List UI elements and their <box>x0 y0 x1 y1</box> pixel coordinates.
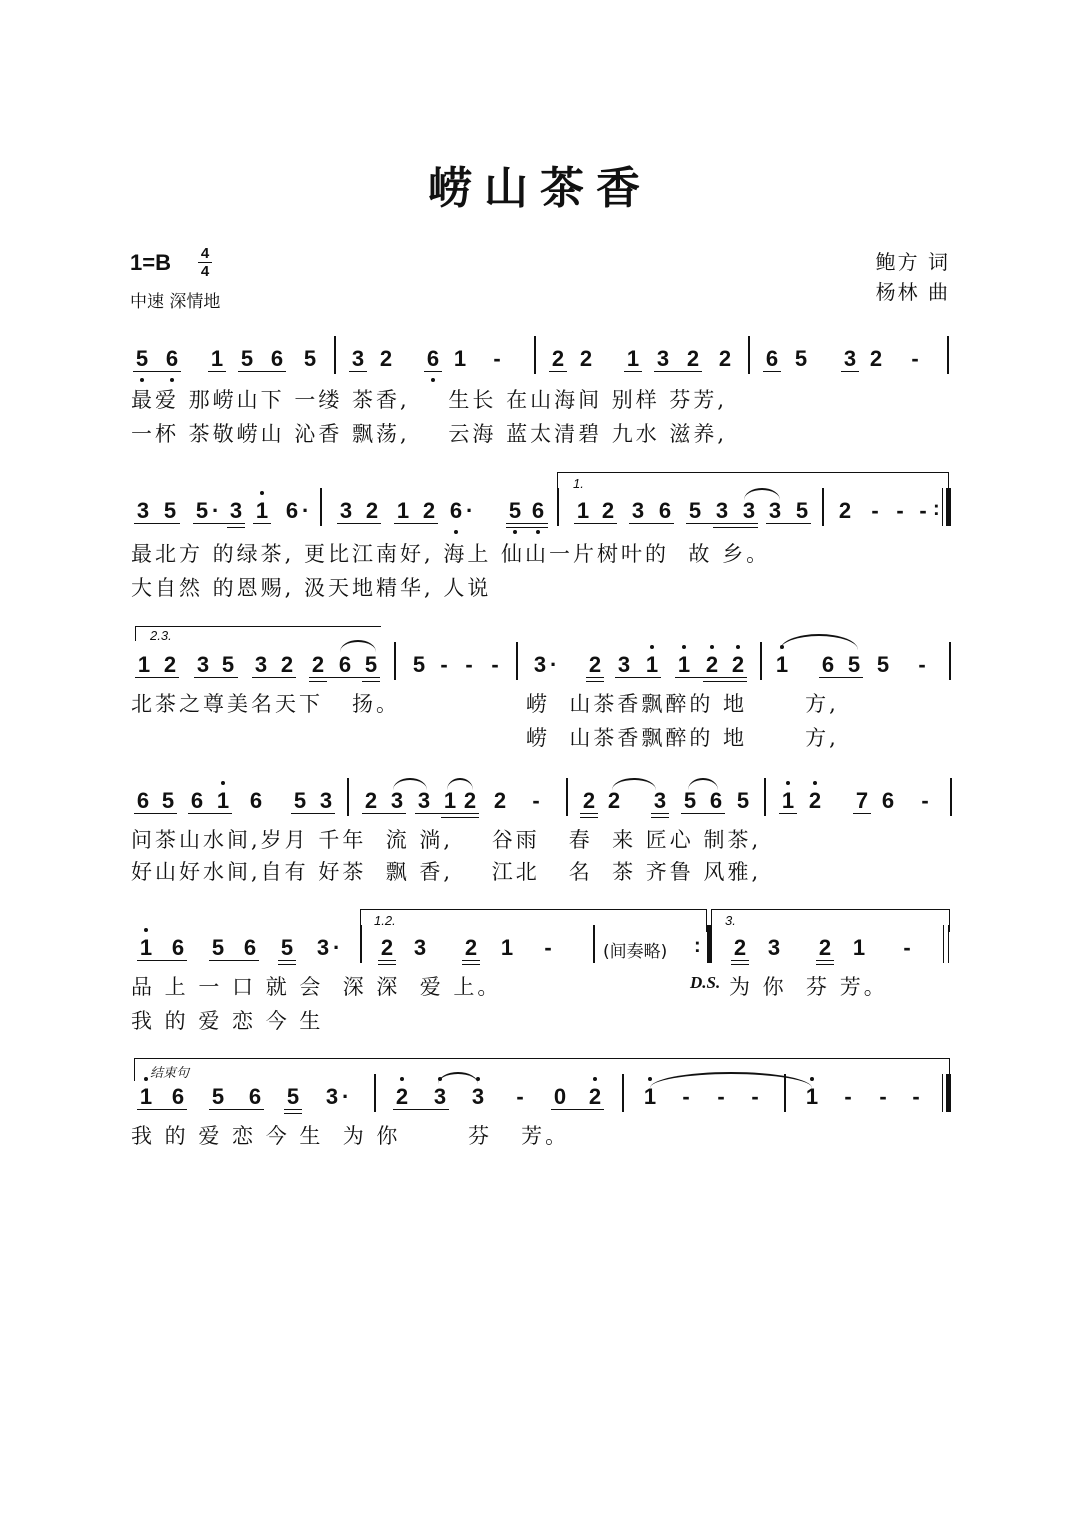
augmentation-dot: · <box>333 935 341 960</box>
note: - <box>911 346 919 371</box>
note: 5 <box>683 788 697 813</box>
note: 6 <box>136 788 150 813</box>
note: 3 <box>617 652 631 677</box>
note: 6 <box>423 346 443 372</box>
note: 3 <box>319 788 333 813</box>
note: 3 <box>339 498 353 523</box>
beam <box>134 813 177 814</box>
note: 1 <box>500 935 514 960</box>
note: 5 <box>132 346 152 372</box>
note: 3 <box>351 346 365 371</box>
note: - <box>516 1084 524 1109</box>
beam <box>629 523 674 524</box>
note: 1 <box>443 788 457 813</box>
note: 2 <box>493 788 507 813</box>
barline <box>942 488 943 526</box>
beam <box>713 527 758 528</box>
note: 3 <box>417 788 431 813</box>
note: 2 <box>869 346 883 371</box>
volta-label: 1.2. <box>374 913 396 928</box>
note: 5 <box>163 498 177 523</box>
barline <box>334 336 336 374</box>
beam <box>252 677 296 678</box>
beam <box>580 813 598 814</box>
beam <box>378 960 396 961</box>
lyric-line-1b: 崂 山茶香飘醉的 地 方, <box>526 692 839 716</box>
note: 5 <box>505 498 525 524</box>
note: 3 <box>533 652 547 677</box>
note: 5 <box>211 1084 225 1109</box>
beam <box>731 960 749 961</box>
note: 6 <box>249 788 263 813</box>
beam <box>209 960 259 961</box>
beam <box>394 523 438 524</box>
note: 1 <box>778 788 798 814</box>
note: 1 <box>453 346 467 371</box>
augmentation-dot: · <box>342 1084 350 1109</box>
note: 1 <box>252 498 272 524</box>
note: 5 <box>303 346 317 371</box>
barline <box>534 336 536 374</box>
barline <box>950 778 952 816</box>
beam <box>586 681 604 682</box>
note: 3 <box>767 935 781 960</box>
barline <box>593 925 595 963</box>
note: 6 <box>190 788 204 813</box>
barline <box>822 488 824 526</box>
augmentation-dot: · <box>302 498 310 523</box>
beam <box>415 813 479 814</box>
beam <box>309 677 380 678</box>
beam <box>253 523 271 524</box>
lyric-line-2: 大自然 的恩赐, 汲天地精华, 人说 <box>131 576 492 600</box>
note: - <box>879 1084 887 1109</box>
repeat-sign: : <box>694 935 701 957</box>
barline <box>760 642 762 680</box>
beam <box>651 813 669 814</box>
beam <box>134 523 180 524</box>
note: 3 <box>653 788 667 813</box>
beam <box>506 527 548 528</box>
beam <box>551 1109 604 1110</box>
note: 3 <box>229 498 243 523</box>
note: 2 <box>585 1084 605 1110</box>
barline <box>784 1074 786 1112</box>
slur <box>340 640 376 652</box>
note: 6 <box>658 498 672 523</box>
note: 5 <box>221 652 235 677</box>
note: 3 <box>413 935 427 960</box>
note: 2 <box>464 935 478 960</box>
beam <box>651 817 669 818</box>
note: 1 <box>626 346 640 371</box>
note: 5 <box>847 652 861 677</box>
interlude-note: (间奏略) <box>603 942 668 962</box>
note: 6 <box>338 652 352 677</box>
note: 3 <box>254 652 268 677</box>
time-signature-top: 4 <box>200 245 210 262</box>
note: - <box>896 498 904 523</box>
note: 2 <box>365 498 379 523</box>
note: 6 <box>171 935 185 960</box>
barline <box>394 642 396 680</box>
lyric-line-2: 一杯 茶敬崂山 沁香 飘荡, 云海 蓝太清碧 九水 滋养, <box>131 422 728 446</box>
note: 1 <box>576 498 590 523</box>
beam <box>424 371 442 372</box>
augmentation-dot: · <box>466 498 474 523</box>
beam <box>686 523 758 524</box>
note: 1 <box>210 346 224 371</box>
lyric-line-1: 品 上 一 口 就 会 深 深 爱 上。 <box>131 975 502 999</box>
time-signature-bottom: 4 <box>200 263 210 280</box>
volta-label: 1. <box>573 476 584 491</box>
beam <box>675 677 747 678</box>
note: 5 <box>211 935 225 960</box>
note: - <box>918 652 926 677</box>
note: 6 <box>248 1084 262 1109</box>
note: 3 <box>468 1084 488 1110</box>
beam <box>378 964 396 965</box>
note: 3 <box>196 652 210 677</box>
volta-bracket-3 <box>711 909 950 932</box>
beam <box>574 523 617 524</box>
note: 3 <box>430 1084 450 1110</box>
note: 5 <box>736 788 750 813</box>
note: - <box>919 498 927 523</box>
lyric-line-1: 最北方 的绿茶, 更比江南好, 海上 仙山一片树叶的 故 乡。 <box>131 542 771 566</box>
beam <box>278 960 296 961</box>
note: 2 <box>733 935 747 960</box>
beam <box>194 677 238 678</box>
note: - <box>921 788 929 813</box>
beam <box>586 677 604 678</box>
beam <box>193 523 245 524</box>
note: 2 <box>280 652 294 677</box>
note: 3 <box>768 498 782 523</box>
note: 2 <box>379 346 393 371</box>
note: 3 <box>136 498 150 523</box>
lyric-line-2: 好山好水间,自有 好茶 飘 香, 江北 名 茶 齐鲁 风雅, <box>131 860 762 884</box>
note: - <box>544 935 552 960</box>
note: - <box>532 788 540 813</box>
lyric-line-3: 为 你 芬 芳。 <box>729 975 888 999</box>
note: - <box>440 652 448 677</box>
beam <box>441 817 479 818</box>
time-signature <box>198 246 212 279</box>
beam <box>731 964 749 965</box>
note: 5 <box>195 498 209 523</box>
note: 3 <box>715 498 729 523</box>
note: 7 <box>855 788 869 813</box>
note: 6 <box>709 788 723 813</box>
volta-label: 2.3. <box>150 628 172 643</box>
note: 3 <box>843 346 857 371</box>
augmentation-dot: · <box>212 498 220 523</box>
beam <box>393 1109 449 1110</box>
barline <box>516 642 518 680</box>
note: 5 <box>688 498 702 523</box>
beam <box>816 964 834 965</box>
note: 1 <box>640 1084 660 1110</box>
beam <box>703 681 747 682</box>
lyric-line-2: 我 的 爱 恋 今 生 <box>131 1009 324 1033</box>
barline <box>943 925 944 963</box>
barline <box>347 778 349 816</box>
barline <box>748 336 750 374</box>
note: 1 <box>213 788 233 814</box>
note: 2 <box>718 346 732 371</box>
volta-label: 3. <box>725 913 736 928</box>
note: 2 <box>805 788 825 814</box>
beam <box>188 813 232 814</box>
barline <box>764 778 766 816</box>
beam <box>506 523 548 524</box>
final-barline <box>946 488 951 526</box>
beam <box>309 681 327 682</box>
note: 2 <box>686 346 700 371</box>
note: 2 <box>392 1084 412 1110</box>
note: 1 <box>674 652 694 678</box>
note: 3 <box>325 1084 339 1109</box>
note: 2 <box>422 498 436 523</box>
note: 3 <box>742 498 756 523</box>
note: 2 <box>380 935 394 960</box>
note: 2 <box>163 652 177 677</box>
beam <box>549 371 567 372</box>
note: - <box>751 1084 759 1109</box>
note: 5 <box>364 652 378 677</box>
song-title: 崂山茶香 <box>428 163 652 214</box>
beam <box>462 960 480 961</box>
beam <box>137 1109 187 1110</box>
note: - <box>871 498 879 523</box>
beam <box>291 813 335 814</box>
note: 1 <box>642 652 662 678</box>
beam <box>853 813 871 814</box>
lyric-line-1: 问茶山水间,岁月 千年 流 淌, 谷雨 春 来 匠心 制茶, <box>131 828 762 852</box>
note: 3 <box>390 788 404 813</box>
note: 5 <box>286 1084 300 1109</box>
note: 5 <box>293 788 307 813</box>
barline <box>320 488 322 526</box>
note: 1 <box>852 935 866 960</box>
repeat-sign: : <box>933 498 940 520</box>
key-signature: 1=B <box>130 250 171 275</box>
beam <box>362 681 380 682</box>
note: 5 <box>240 346 254 371</box>
beam <box>362 813 406 814</box>
augmentation-dot: · <box>550 652 558 677</box>
note: - <box>717 1084 725 1109</box>
note: 2 <box>364 788 378 813</box>
beam <box>779 813 797 814</box>
dal-segno-marking: D.S. <box>690 973 721 992</box>
note: 6 <box>285 498 299 523</box>
note: 2 <box>601 498 615 523</box>
note: 2 <box>463 788 477 813</box>
beam <box>654 371 702 372</box>
beam <box>349 371 367 372</box>
note: 6 <box>881 788 895 813</box>
beam <box>135 677 179 678</box>
beam <box>284 1113 302 1114</box>
note: 1 <box>136 1084 156 1110</box>
note: - <box>844 1084 852 1109</box>
note: 5 <box>794 346 808 371</box>
note: 6 <box>446 498 466 524</box>
note: - <box>491 652 499 677</box>
barline <box>566 778 568 816</box>
beam <box>841 371 859 372</box>
note: 1 <box>136 935 156 961</box>
note: 1 <box>802 1084 822 1110</box>
note: 0 <box>553 1084 567 1109</box>
beam <box>208 371 226 372</box>
beam <box>209 1109 264 1110</box>
note: 5 <box>795 498 809 523</box>
note: - <box>912 1084 920 1109</box>
volta-bracket-1-2 <box>360 909 707 932</box>
slur <box>447 778 473 790</box>
note: 2 <box>607 788 621 813</box>
note: - <box>682 1084 690 1109</box>
slur <box>780 634 858 650</box>
note: 6 <box>821 652 835 677</box>
final-barline <box>946 1074 951 1112</box>
beam <box>227 527 245 528</box>
note: 6 <box>765 346 779 371</box>
note: 2 <box>551 346 565 371</box>
note: 5 <box>280 935 294 960</box>
lyric-line-2: 崂 山茶香飘醉的 地 方, <box>526 726 839 750</box>
coda-bracket <box>134 1058 950 1081</box>
beam <box>819 677 863 678</box>
note: 2 <box>838 498 852 523</box>
note: 6 <box>162 346 182 372</box>
barline <box>557 488 559 526</box>
note: 5 <box>876 652 890 677</box>
repeat-barline <box>707 925 712 963</box>
lyric-line-1: 最爱 那崂山下 一缕 茶香, 生长 在山海间 别样 芬芳, <box>131 388 728 412</box>
note: 2 <box>579 346 593 371</box>
note: 5 <box>161 788 175 813</box>
note: 2 <box>818 935 832 960</box>
note: 2 <box>311 652 325 677</box>
note: 2 <box>588 652 602 677</box>
beam <box>580 817 598 818</box>
lyric-line-1: 我 的 爱 恋 今 生 为 你 芬 芳。 <box>131 1124 570 1148</box>
barline <box>360 925 362 963</box>
barline <box>942 1074 943 1112</box>
note: 6 <box>270 346 284 371</box>
beam <box>681 813 725 814</box>
note: 6 <box>528 498 548 524</box>
barline <box>947 336 949 374</box>
note: 1 <box>137 652 151 677</box>
note: - <box>465 652 473 677</box>
note: 2 <box>702 652 722 678</box>
note: 3 <box>316 935 330 960</box>
note: 1 <box>772 652 792 678</box>
note: 6 <box>243 935 257 960</box>
tempo-marking: 中速 深情地 <box>130 292 221 312</box>
barline <box>622 1074 624 1112</box>
beam <box>337 523 381 524</box>
barline <box>949 642 951 680</box>
note: 1 <box>396 498 410 523</box>
beam <box>766 523 811 524</box>
beam <box>137 960 187 961</box>
note: 2 <box>582 788 596 813</box>
note: 5 <box>412 652 426 677</box>
note: - <box>903 935 911 960</box>
note: - <box>493 346 501 371</box>
beam <box>816 960 834 961</box>
beam <box>763 371 781 372</box>
note: 3 <box>656 346 670 371</box>
beam <box>133 371 181 372</box>
beam <box>615 677 661 678</box>
barline <box>374 1074 376 1112</box>
beam <box>278 964 296 965</box>
double-barline <box>948 925 949 963</box>
lyric-line-1: 北茶之尊美名天下 扬。 <box>131 692 401 716</box>
beam <box>624 371 642 372</box>
note: 3 <box>631 498 645 523</box>
beam <box>462 964 480 965</box>
composer-credit: 杨林 曲 <box>875 280 950 304</box>
coda-label: 结束句 <box>150 1065 190 1080</box>
lyricist-credit: 鲍方 词 <box>875 250 950 274</box>
note: 2 <box>728 652 748 678</box>
note: 6 <box>171 1084 185 1109</box>
beam <box>238 371 286 372</box>
beam <box>284 1109 302 1110</box>
